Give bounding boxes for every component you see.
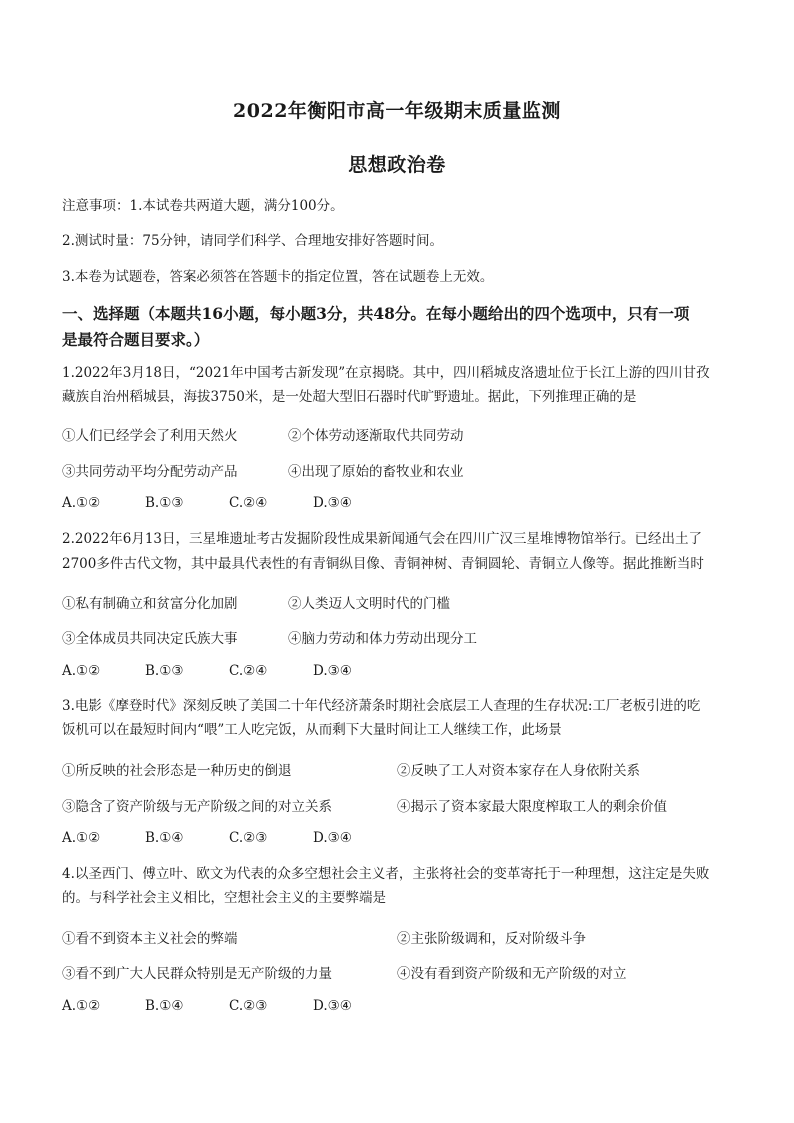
question-4-option-2: ②主张阶级调和，反对阶级斗争	[397, 931, 586, 947]
question-3-option-4: ④揭示了资本家最大限度榨取工人的剩余价值	[397, 799, 667, 815]
question-1-answer-a: A.①②	[62, 495, 101, 511]
question-4-stem-line-1: 4.以圣西门、傅立叶、欧文为代表的众多空想社会主义者，主张将社会的变革寄托于一种理想，这注定是失败	[62, 866, 710, 882]
section-heading-line-1: 一、选择题（本题共16小题，每小题3分，共48分。在每小题给出的四个选项中，只有一项	[62, 304, 690, 323]
question-1-answer-b: B.①③	[145, 495, 184, 511]
question-3-option-1: ①所反映的社会形态是一种历史的倒退	[62, 763, 292, 779]
question-2-answer-a: A.①②	[62, 663, 101, 679]
question-4-option-1: ①看不到资本主义社会的弊端	[62, 931, 238, 947]
question-2-option-1: ①私有制确立和贫富分化加剧	[62, 596, 238, 612]
page-title: 2022年衡阳市高一年级期末质量监测	[233, 100, 561, 122]
question-4-answer-c: C.②③	[229, 998, 268, 1014]
question-3-stem-line-2: 饭机可以在最短时间内“喂”工人吃完饭，从而剩下大量时间让工人继续工作，此场景	[62, 722, 562, 738]
question-1-option-2: ②个体劳动逐渐取代共同劳动	[288, 428, 464, 444]
question-3-answer-d: D.③④	[313, 830, 352, 846]
question-3-option-2: ②反映了工人对资本家存在人身依附关系	[397, 763, 640, 779]
question-3-answer-b: B.①④	[145, 830, 184, 846]
question-1-answer-d: D.③④	[313, 495, 352, 511]
question-2-answer-d: D.③④	[313, 663, 352, 679]
question-3-option-3: ③隐含了资产阶级与无产阶级之间的对立关系	[62, 799, 332, 815]
question-3-stem-line-1: 3.电影《摩登时代》深刻反映了美国二十年代经济萧条时期社会底层工人查理的生存状况:工厂老板引进的吃	[62, 698, 701, 714]
notes-line-3: 3.本卷为试题卷，答案必须答在答题卡的指定位置，答在试题卷上无效。	[62, 269, 494, 285]
notes-line-2: 2.测试时量：75分钟，请同学们科学、合理地安排好答题时间。	[62, 233, 444, 249]
question-2-stem-line-1: 2.2022年6月13日，三星堆遗址考古发掘阶段性成果新闻通气会在四川广汉三星堆博物馆举行。已经出土了	[62, 531, 703, 547]
question-2-answer-c: C.②④	[229, 663, 268, 679]
question-2-stem-line-2: 2700多件古代文物，其中最具代表性的有青铜纵目像、青铜神树、青铜圆轮、青铜立人像等。据此推断当时	[62, 556, 704, 572]
question-4-option-3: ③看不到广大人民群众特别是无产阶级的力量	[62, 966, 332, 982]
question-4-answer-b: B.①④	[145, 998, 184, 1014]
question-1-answer-c: C.②④	[229, 495, 268, 511]
question-4-answer-a: A.①②	[62, 998, 101, 1014]
question-2-option-2: ②人类迈人文明时代的门槛	[288, 596, 450, 612]
question-3-answer-a: A.①②	[62, 830, 101, 846]
question-2-answer-b: B.①③	[145, 663, 184, 679]
section-heading-line-2: 是最符合题目要求。）	[62, 330, 210, 349]
question-4-option-4: ④没有看到资产阶级和无产阶级的对立	[397, 966, 627, 982]
question-1-stem-line-2: 藏族自治州稻城县，海拔3750米，是一处超大型旧石器时代旷野遗址。据此，下列推理正确的是	[62, 389, 637, 405]
notes-line-1: 注意事项：1.本试卷共两道大题，满分100分。	[62, 198, 344, 214]
question-3-answer-c: C.②③	[229, 830, 268, 846]
question-2-option-3: ③全体成员共同决定氏族大事	[62, 631, 238, 647]
question-4-answer-d: D.③④	[313, 998, 352, 1014]
question-1-option-1: ①人们已经学会了利用天然火	[62, 428, 238, 444]
question-1-option-4: ④出现了原始的畜牧业和农业	[288, 464, 464, 480]
question-1-option-3: ③共同劳动平均分配劳动产品	[62, 464, 238, 480]
question-2-option-4: ④脑力劳动和体力劳动出现分工	[288, 631, 477, 647]
question-4-stem-line-2: 的。与科学社会主义相比，空想社会主义的主要弊端是	[62, 890, 386, 906]
question-1-stem-line-1: 1.2022年3月18日，“2021年中国考古新发现”在京揭晓。其中，四川稻城皮洛遗址位于长江上游的四川甘孜	[62, 365, 710, 381]
page-subtitle: 思想政治卷	[348, 154, 446, 176]
